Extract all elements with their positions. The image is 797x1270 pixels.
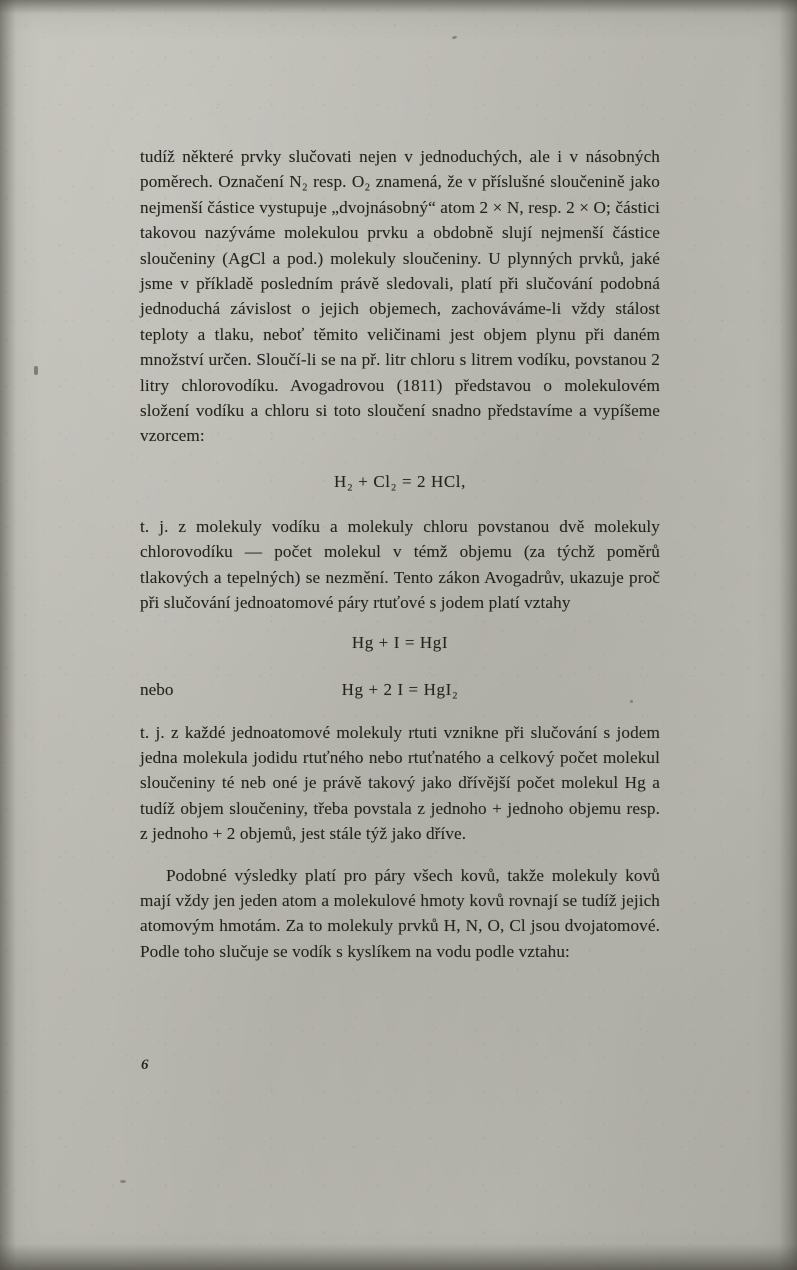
text-block [140,144,660,964]
page-edge-left [0,0,16,1270]
paragraph-4: Podobné výsledky platí pro páry všech kovů, takže molekuly kovů mají vždy jen jeden atom a molekulové hmoty kovů rovnají se tudíž jejich atomovým hmotám. Za to molekuly prvků H, N, O, Cl jsou dvojatomové. Podle toho slučuje se vodík s kyslíkem na vodu podle vztahu: [140,865,660,961]
formula-hgi2: Hg + 2 I = HgI₂ [341,679,459,699]
paragraph-3: t. j. z každé jednoatomové molekuly rtuti vznikne při slučování s jodem jedna molekula jodidu rtuťného nebo rtuťnatého a celkový počet molekul sloučeniny té neb oné je právě takový jako dřívější počet molekul Hg a tudíž objem sloučeniny, třeba povstala z jednoho + jednoho objemu resp. z jednoho + 2 objemů, jest stále týž jako dříve. [140,722,660,844]
formula-hgi: Hg + I = HgI [351,632,449,652]
paper-speck [34,366,38,375]
formula-row-hgi2 [140,677,660,702]
paragraph-1: tudíž některé prvky slučovati nejen v jednoduchých, ale i v násobných poměrech. Označení N₂ resp. O₂ znamená, že v příslušné sloučenině jako nejmenší částice vystupuje „dvojnásobný“ atom 2 × N, resp. 2 × O; částici takovou nazýváme molekulou prvku a obdobně slují nejmenší částice sloučeniny (AgCl a pod.) molekuly sloučeniny. U plynných prvků, jaké jsme v příkladě posledním právě sledovali, platí při slučování podobná jednoduchá závislost o jejich objemech, zachováváme-li vždy stálost teploty a tlaku, neboť těmito veličinami jest objem plynu při daném množství určen. Sloučí-li se na př. litr chloru s litrem vodíku, povstanou 2 litry chlorovodíku. Avogadrovou (1811) představou o molekulovém složení vodíku a chloru si toto sloučení snadno představíme a vypíšeme vzorcem: [140,147,660,446]
page-edge-right [779,0,797,1270]
paper-speck [452,35,458,40]
label-nebo: nebo [140,679,174,699]
formula-row-hgi [140,630,660,655]
page-number: 6 [141,1057,149,1073]
page-edge-top [0,0,797,14]
paragraph-2: t. j. z molekuly vodíku a molekuly chloru povstanou dvě molekuly chlorovodíku — počet molekul v témž objemu (za týchž poměrů tlakových a tepelných) se nezmění. Tento zákon Avogadrův, ukazuje proč při slučování jednoatomové páry rtuťové s jodem platí vztahy [140,516,660,613]
page-edge-bottom [0,1244,797,1270]
paper-speck [120,1180,126,1183]
formula-hcl: H₂ + Cl₂ = 2 HCl, [334,471,466,491]
